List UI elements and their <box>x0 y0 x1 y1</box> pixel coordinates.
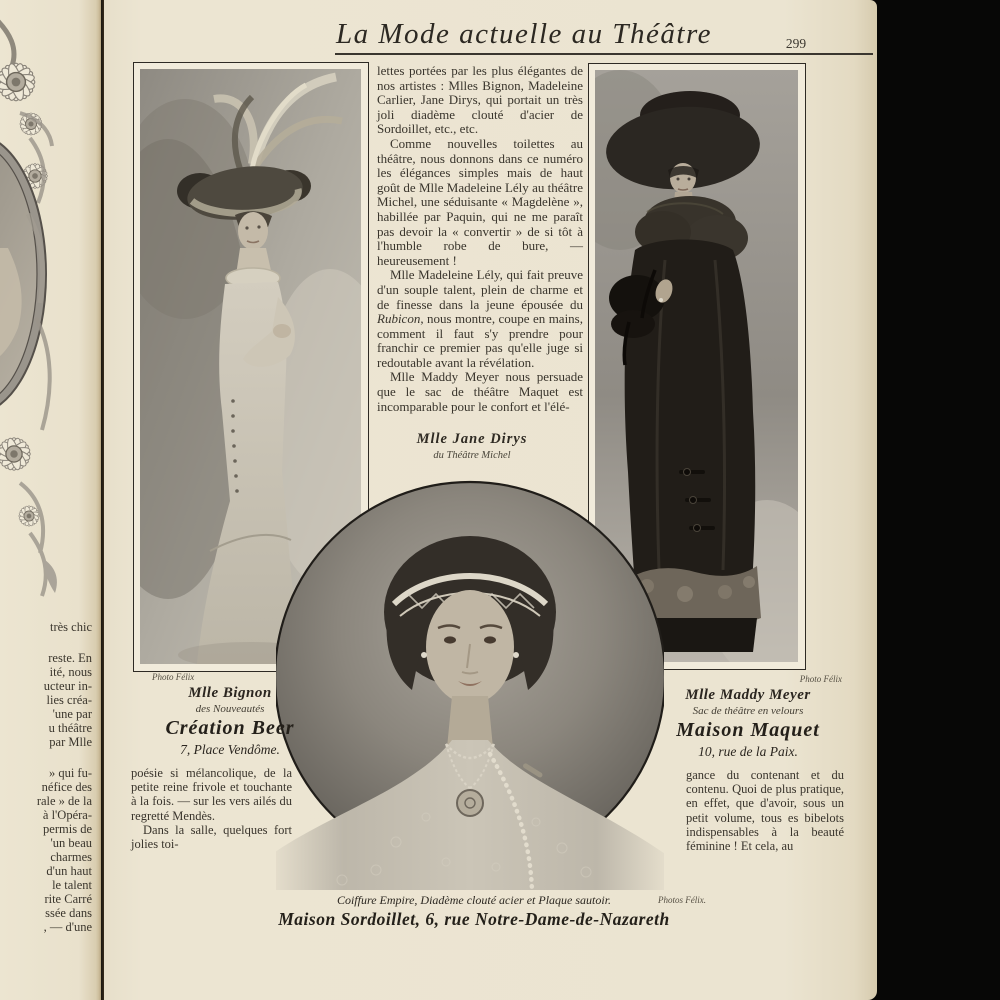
caption-address: 7, Place Vendôme. <box>180 742 280 757</box>
prev-line: , — d'une <box>43 920 92 934</box>
prev-line: u théâtre <box>48 721 92 735</box>
caption-subtitle: des Nouveautés <box>195 703 265 715</box>
caption-name: Mlle Maddy Meyer <box>685 687 811 703</box>
prev-line: rite Carré <box>44 892 92 906</box>
article-paragraph: lettes portées par les plus élégantes de nos artistes : Mlles Bignon, Madeleine Carlier, Jane Dirys, qui portait un très joli diadème clouté d'acier de Sordoillet, etc., etc. <box>377 63 583 137</box>
caption-fashion-house: Création Beer <box>165 717 295 739</box>
prev-line: 'une par <box>52 707 92 721</box>
prev-line: d'un haut <box>46 864 92 878</box>
caption-fashion-house: Maison Sordoillet, 6, rue Notre-Dame-de-Nazareth <box>278 909 670 929</box>
prev-line: ssée dans <box>45 906 92 920</box>
prev-line: lies créa- <box>46 693 92 707</box>
previous-page-edge <box>0 0 101 1000</box>
caption-subtitle: Sac de théâtre en velours <box>692 705 804 717</box>
prev-line: par Mlle <box>49 735 92 749</box>
caption-name: Mlle Bignon <box>188 685 272 701</box>
prev-line: rale » de la <box>36 794 92 808</box>
caption-sordoillet <box>270 893 706 930</box>
caption-address: 10, rue de la Paix. <box>698 744 798 759</box>
caption-fashion-house: Maison Maquet <box>676 719 820 741</box>
prev-line: néfice des <box>41 780 92 794</box>
caption-theatre: du Théâtre Michel <box>433 450 511 461</box>
caption-jane-dirys <box>372 431 572 461</box>
prev-line: ucteur in- <box>43 679 92 693</box>
prev-line: à l'Opéra- <box>42 808 92 822</box>
page-title: La Mode actuelle au Théâtre <box>335 18 713 50</box>
caption-meyer <box>648 674 848 760</box>
article-paragraph: Dans la salle, quelques fort jolies toi- <box>131 822 292 852</box>
header-rule <box>335 53 873 55</box>
prev-line: » qui fu- <box>48 766 92 780</box>
photo-portrait-sordoillet <box>276 472 664 890</box>
prev-line: 'un beau <box>50 836 92 850</box>
floral-border-illustration <box>0 18 100 618</box>
article-column <box>377 64 583 414</box>
caption-description: Coiffure Empire, Diadème clouté acier et Plaque sautoir. <box>336 893 612 907</box>
article-paragraph: gance du contenant et du contenu. Quoi de plus pratique, en effet, que d'avoir, sous un petit volume, tous es bibelots indispensables à la beauté féminine ! Et cela, au <box>686 768 844 854</box>
paragraph-text: Mlle Madeleine Lély, qui fait preuve d'un souple talent, plein de charme et de finesse dans la jeune épousée du <box>377 267 583 312</box>
article-paragraph <box>377 268 583 370</box>
daisy-flower <box>0 62 36 101</box>
prev-line: le talent <box>52 878 92 892</box>
prev-line: charmes <box>50 850 92 864</box>
photo-credit: Photo Félix <box>799 674 842 684</box>
caption-bignon <box>130 672 330 758</box>
article-paragraph: Mlle Maddy Meyer nous persuade que le sac de théâtre Maquet est incomparable pour le confort et l'élé- <box>377 369 583 414</box>
prev-line: ité, nous <box>49 665 92 679</box>
prev-line: permis de <box>43 822 92 836</box>
article-paragraph: poésie si mélancolique, de la petite reine frivole et touchante à la fois. — sur les vers ailés du regretté Mendès. <box>131 766 292 823</box>
page-number: 299 <box>785 36 807 51</box>
caption-name: Mlle Jane Dirys <box>416 431 528 447</box>
article-paragraph: Comme nouvelles toilettes au théâtre, nous donnons dans ce numéro les élégances simples mais de haut goût de Mlle Madeleine Lély au théâtre Michel, une séduisante « Magdelène », habillée par Paquin, qui ne me paraît pas devoir la « convertir » de si tôt à l'humble robe de bure, — heureusement ! <box>377 135 583 268</box>
paragraph-text: , nous montre, coupe en mains, comment il faut s'y prendre pour franchir ce premier pas qu'elle juge si redoutable avant la révélation. <box>377 311 583 370</box>
photo-credit: Photo Félix <box>152 672 195 682</box>
previous-page-text <box>0 620 92 934</box>
work-title: Rubicon <box>377 311 421 327</box>
article-column-right-bottom <box>686 768 844 853</box>
photo-credit: Photos Félix. <box>658 895 706 905</box>
magazine-page <box>104 0 877 1000</box>
prev-line: reste. En <box>48 651 92 665</box>
article-column-left-bottom <box>131 766 292 851</box>
portrait-photo-illustration <box>276 472 664 890</box>
prev-line: très chic <box>50 620 92 634</box>
